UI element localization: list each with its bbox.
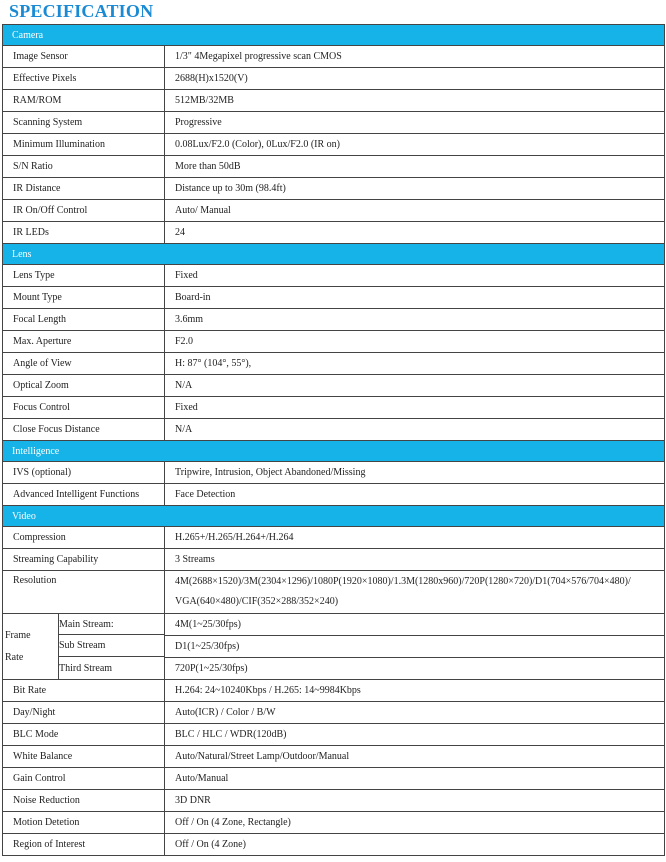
spec-row <box>3 834 665 856</box>
stream-name: Third Stream <box>59 662 113 674</box>
section-row-intelligence <box>3 441 665 462</box>
spec-table <box>2 24 665 856</box>
page-title: SPECIFICATION <box>9 1 154 21</box>
frame-label-line: Frame <box>5 629 31 641</box>
section-header-intelligence: Intelligence <box>3 441 665 462</box>
spec-value: 3 Streams <box>165 549 665 571</box>
spec-row <box>3 790 665 812</box>
spec-value: Progressive <box>165 112 665 134</box>
spec-label: Close Focus Distance <box>3 419 165 441</box>
spec-label: Compression <box>3 527 165 549</box>
spec-label: IR LEDs <box>3 222 165 244</box>
spec-row <box>3 549 665 571</box>
spec-row <box>3 812 665 834</box>
spec-value: 512MB/32MB <box>165 90 665 112</box>
spec-label: Lens Type <box>3 265 165 287</box>
frame-rate-label <box>3 614 59 679</box>
section-row-lens <box>3 244 665 265</box>
spec-row <box>3 353 665 375</box>
frame-rate-label-cell <box>3 614 165 680</box>
spec-row <box>3 200 665 222</box>
spec-label: Mount Type <box>3 287 165 309</box>
spec-label: Resolution <box>3 571 165 614</box>
spec-label: Noise Reduction <box>3 790 165 812</box>
spec-value: Fixed <box>165 397 665 419</box>
spec-value: Distance up to 30m (98.4ft) <box>165 178 665 200</box>
spec-label: BLC Mode <box>3 724 165 746</box>
spec-label: Focus Control <box>3 397 165 419</box>
spec-label: Effective Pixels <box>3 68 165 90</box>
spec-row <box>3 680 665 702</box>
section-row-video <box>3 506 665 527</box>
spec-value: Board-in <box>165 287 665 309</box>
section-row-camera <box>3 25 665 46</box>
spec-row <box>3 134 665 156</box>
stream-value: 4M(1~25/30fps) <box>165 614 665 636</box>
spec-row <box>3 419 665 441</box>
stream-value: 720P(1~25/30fps) <box>165 658 665 680</box>
spec-value: 1/3" 4Megapixel progressive scan CMOS <box>165 46 665 68</box>
spec-label: Streaming Capability <box>3 549 165 571</box>
spec-label: Focal Length <box>3 309 165 331</box>
spec-row <box>3 222 665 244</box>
spec-row <box>3 90 665 112</box>
stream-value: D1(1~25/30fps) <box>165 636 665 658</box>
section-header-video: Video <box>3 506 665 527</box>
spec-label: Angle of View <box>3 353 165 375</box>
spec-value: Tripwire, Intrusion, Object Abandoned/Missing <box>165 462 665 484</box>
spec-row <box>3 309 665 331</box>
spec-label: Region of Interest <box>3 834 165 856</box>
spec-value: Auto/ Manual <box>165 200 665 222</box>
spec-value: 3.6mm <box>165 309 665 331</box>
spec-label: RAM/ROM <box>3 90 165 112</box>
spec-row <box>3 484 665 506</box>
spec-row <box>3 462 665 484</box>
spec-label: Motion Detetion <box>3 812 165 834</box>
spec-value: Auto(ICR) / Color / B/W <box>165 702 665 724</box>
spec-value: 24 <box>165 222 665 244</box>
resolution-line-2: VGA(640×480)/CIF(352×288/352×240) <box>175 596 339 607</box>
spec-value: Off / On (4 Zone) <box>165 834 665 856</box>
spec-value: 0.08Lux/F2.0 (Color), 0Lux/F2.0 (IR on) <box>165 134 665 156</box>
spec-row <box>3 702 665 724</box>
spec-value: H.264: 24~10240Kbps / H.265: 14~9984Kbps <box>165 680 665 702</box>
spec-row <box>3 265 665 287</box>
spec-row <box>3 724 665 746</box>
spec-label: Day/Night <box>3 702 165 724</box>
spec-row <box>3 178 665 200</box>
spec-row <box>3 331 665 353</box>
spec-value: More than 50dB <box>165 156 665 178</box>
spec-value: Face Detection <box>165 484 665 506</box>
spec-label: IR On/Off Control <box>3 200 165 222</box>
frame-rate-grid <box>3 614 164 679</box>
spec-value: Off / On (4 Zone, Rectangle) <box>165 812 665 834</box>
spec-row <box>3 746 665 768</box>
spec-label: IVS (optional) <box>3 462 165 484</box>
rate-label-line: Rate <box>5 651 24 663</box>
stream-name: Main Stream: <box>59 614 165 635</box>
spec-row <box>3 527 665 549</box>
spec-value: 3D DNR <box>165 790 665 812</box>
spec-label: Max. Aperture <box>3 331 165 353</box>
spec-label: Advanced Intelligent Functions <box>3 484 165 506</box>
section-header-lens: Lens <box>3 244 665 265</box>
spec-row <box>3 112 665 134</box>
spec-label: Scanning System <box>3 112 165 134</box>
spec-value: N/A <box>165 375 665 397</box>
spec-row <box>3 156 665 178</box>
spec-row <box>3 68 665 90</box>
spec-label: Gain Control <box>3 768 165 790</box>
spec-row <box>3 287 665 309</box>
spec-value: BLC / HLC / WDR(120dB) <box>165 724 665 746</box>
spec-label: Minimum Illumination <box>3 134 165 156</box>
spec-row <box>3 375 665 397</box>
spec-label: S/N Ratio <box>3 156 165 178</box>
spec-value: H.265+/H.265/H.264+/H.264 <box>165 527 665 549</box>
section-header-camera: Camera <box>3 25 665 46</box>
spec-row-resolution <box>3 571 665 614</box>
spec-value: Auto/Manual <box>165 768 665 790</box>
spec-value-resolution <box>165 571 665 614</box>
spec-value: F2.0 <box>165 331 665 353</box>
stream-name: Sub Stream <box>59 635 165 657</box>
spec-label: White Balance <box>3 746 165 768</box>
spec-row <box>3 397 665 419</box>
spec-label: Bit Rate <box>3 680 165 702</box>
spec-row <box>3 46 665 68</box>
spec-label: Optical Zoom <box>3 375 165 397</box>
frame-rate-row <box>3 614 665 636</box>
spec-value: Auto/Natural/Street Lamp/Outdoor/Manual <box>165 746 665 768</box>
spec-label: Image Sensor <box>3 46 165 68</box>
spec-label: IR Distance <box>3 178 165 200</box>
spec-row <box>3 768 665 790</box>
spec-value: H: 87° (104°, 55°), <box>165 353 665 375</box>
spec-value: N/A <box>165 419 665 441</box>
spec-value: 2688(H)x1520(V) <box>165 68 665 90</box>
resolution-line-1: 4M(2688×1520)/3M(2304×1296)/1080P(1920×1080)/1.3M(1280x960)/720P(1280×720)/D1(704×576/704×480)/ <box>175 576 631 587</box>
spec-value: Fixed <box>165 265 665 287</box>
